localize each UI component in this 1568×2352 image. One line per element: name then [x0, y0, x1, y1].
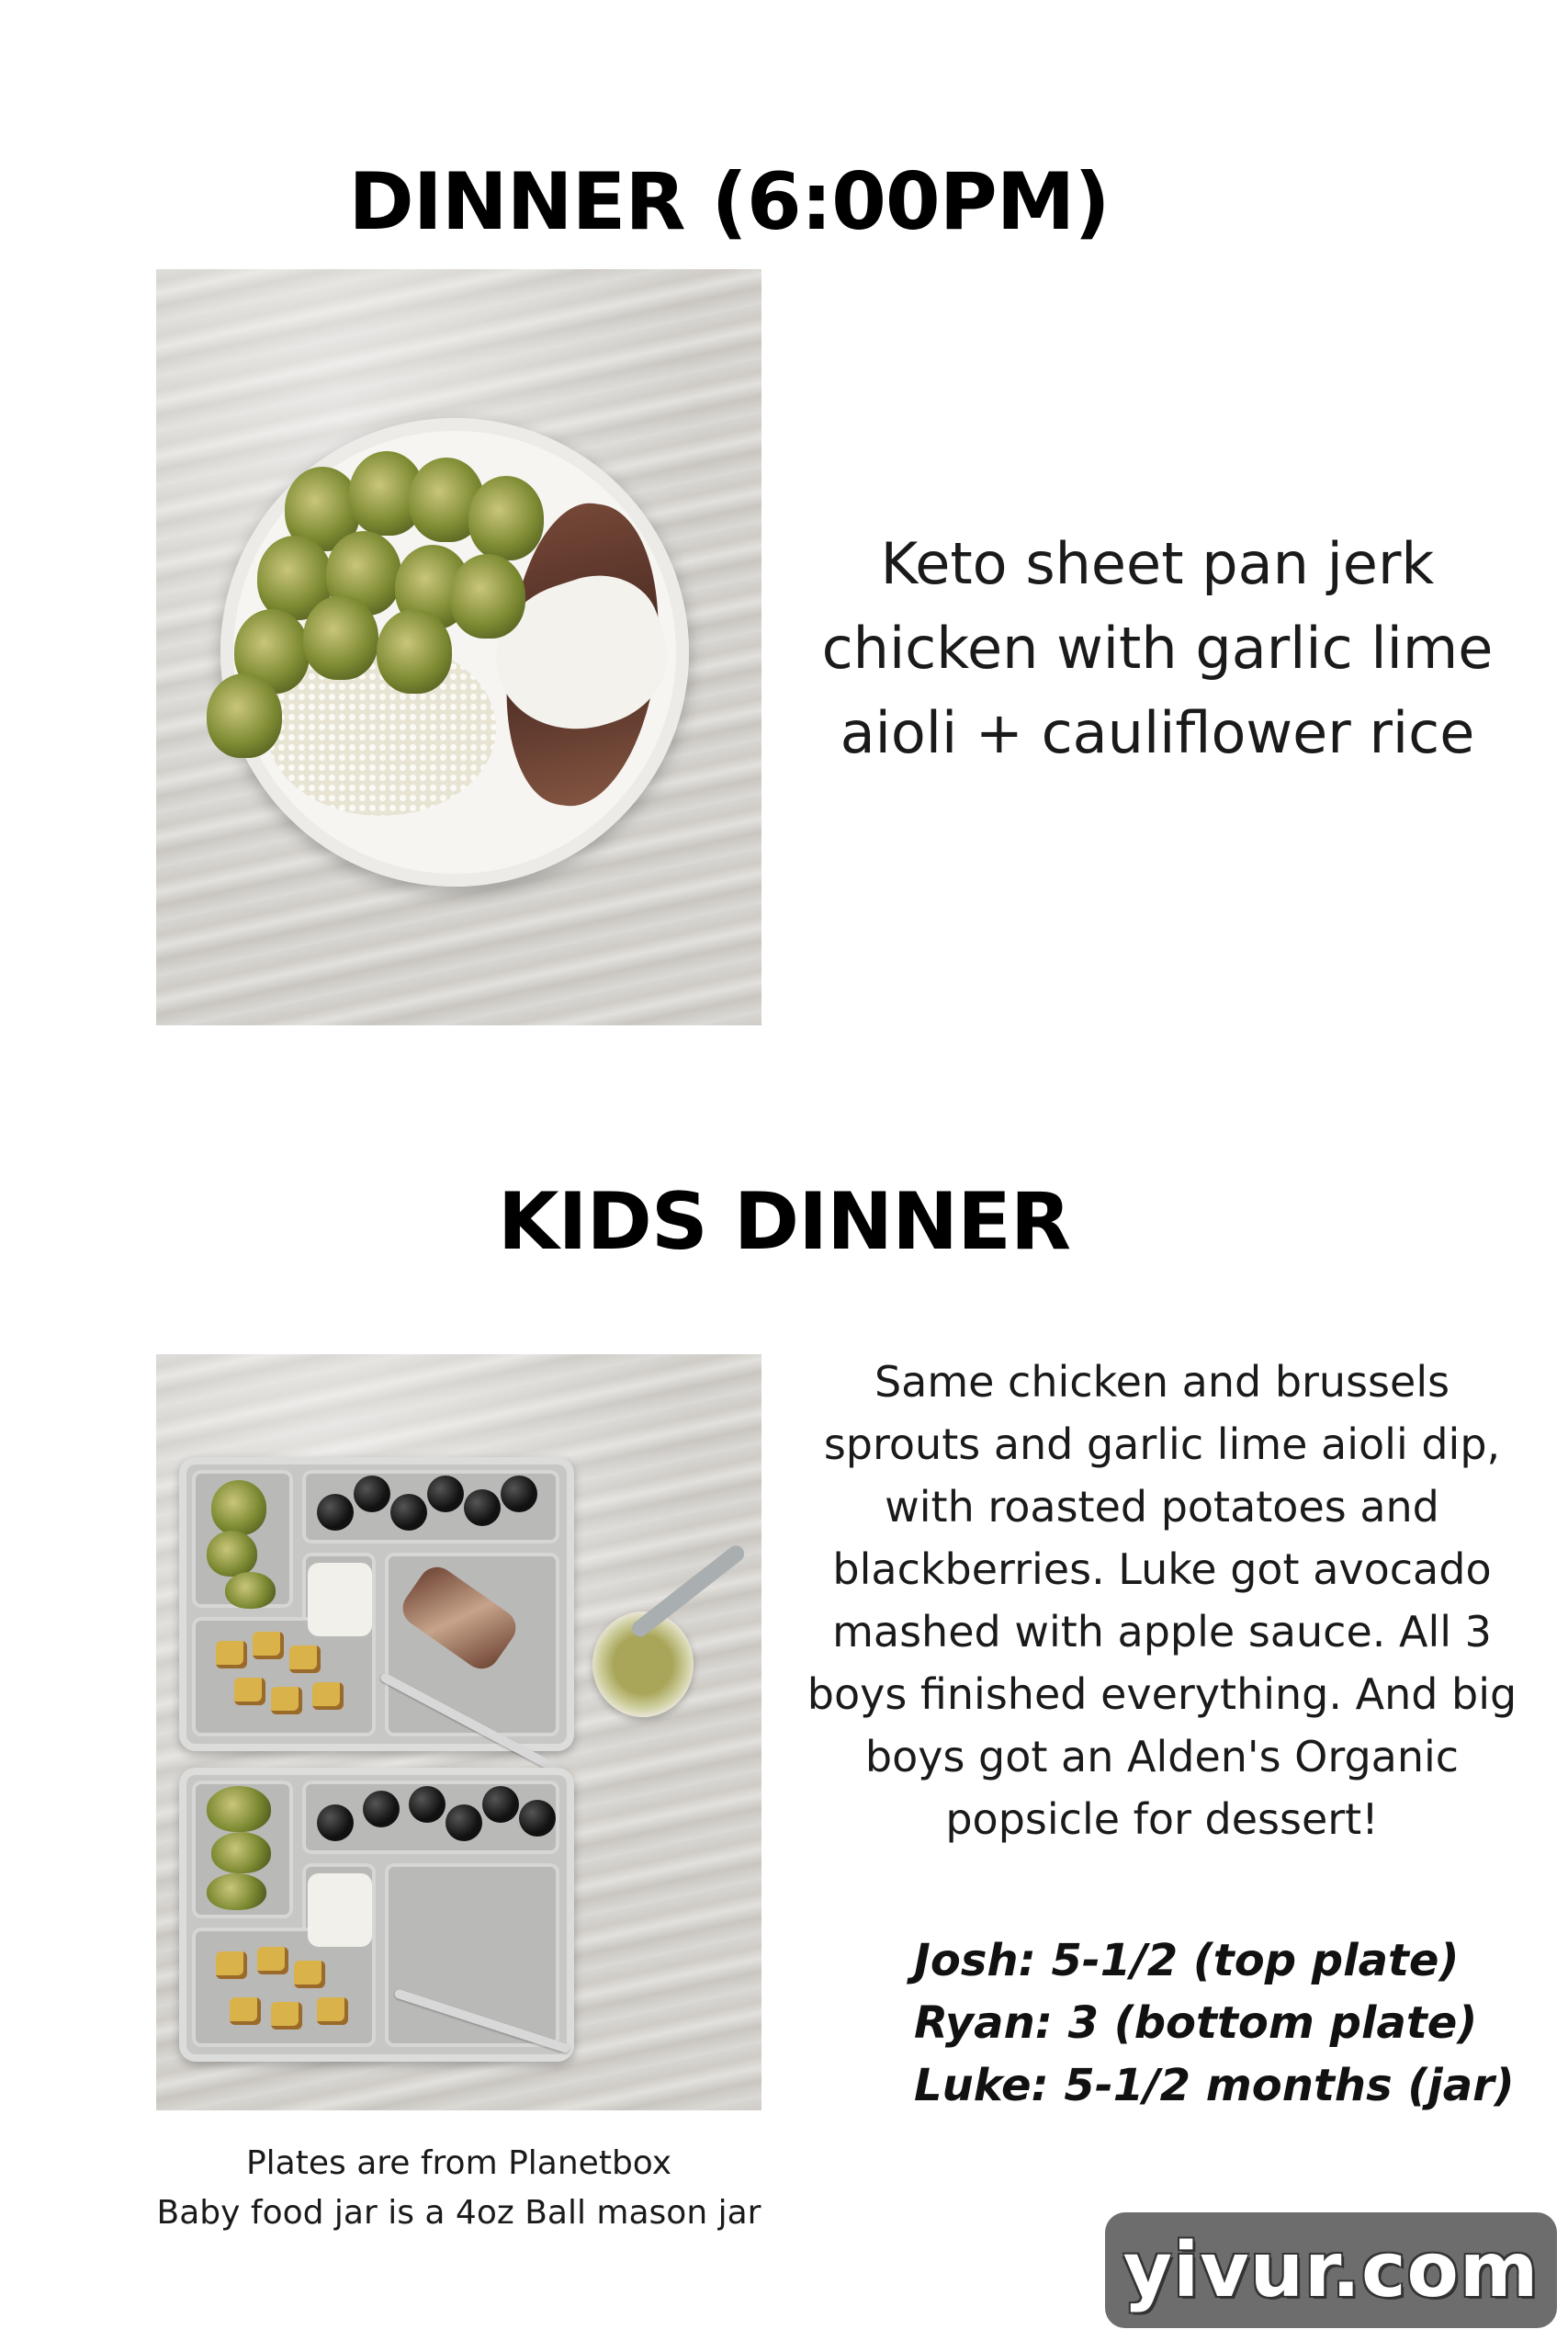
dinner-description-line: aioli + cauliflower rice [840, 699, 1475, 766]
kids-description-line: popsicle for dessert! [945, 1794, 1379, 1844]
roasted-potato [216, 1641, 247, 1668]
roasted-potato [230, 1997, 261, 2025]
kids-description-line: boys got an Alden's Organic [864, 1732, 1460, 1781]
aioli-dip [308, 1873, 372, 1947]
brussels-sprout [450, 554, 525, 639]
dinner-description-line: chicken with garlic lime [821, 615, 1494, 682]
roasted-potato [312, 1682, 344, 1710]
brussels-sprout [377, 609, 452, 694]
brussels-sprout [303, 595, 378, 680]
dinner-heading: DINNER (6:00PM) [348, 156, 1110, 248]
brussels-sprout [207, 1786, 271, 1832]
kids-description-line: Same chicken and brussels [874, 1357, 1450, 1407]
kids-description-line: boys finished everything. And big [807, 1669, 1517, 1719]
blackberry [363, 1791, 400, 1827]
aioli-dip [308, 1563, 372, 1636]
dinner-photo [156, 269, 761, 1025]
kids-ages [914, 1929, 1515, 2117]
caption-line: Baby food jar is a 4oz Ball mason jar [156, 2194, 761, 2232]
roasted-potato [257, 1947, 288, 1974]
photo-caption [156, 2139, 761, 2238]
brussels-sprout [207, 673, 282, 758]
brussels-sprout [211, 1832, 271, 1873]
dinner-description-line: Keto sheet pan jerk [880, 530, 1435, 597]
roasted-potato [271, 2002, 302, 2030]
kids-dinner-photo [156, 1354, 761, 2110]
kids-description-line: with roasted potatoes and [885, 1482, 1439, 1532]
kids-description-line: mashed with apple sauce. All 3 [832, 1607, 1492, 1657]
top-plate [179, 1457, 574, 1751]
blackberry [409, 1786, 446, 1823]
roasted-potato [234, 1678, 265, 1705]
blackberry [501, 1476, 537, 1512]
roasted-potato [317, 1997, 348, 2025]
brussels-sprout [207, 1873, 266, 1910]
brussels-sprout [225, 1572, 276, 1609]
watermark-text: yivur.com [1122, 2226, 1540, 2314]
roasted-potato [294, 1961, 325, 1988]
blackberry [317, 1804, 354, 1841]
kids-description-line: sprouts and garlic lime aioli dip, [823, 1419, 1501, 1469]
blackberry [519, 1800, 556, 1837]
roasted-potato [271, 1687, 302, 1714]
age-line-josh: Josh: 5-1/2 (top plate) [914, 1935, 1460, 1986]
blackberry [464, 1489, 501, 1526]
kids-description-line: blackberries. Luke got avocado [832, 1544, 1492, 1594]
roasted-potato [216, 1951, 247, 1979]
blackberry [354, 1476, 390, 1512]
bottom-plate [179, 1768, 574, 2062]
blackberry [446, 1804, 482, 1841]
age-line-luke: Luke: 5-1/2 months (jar) [914, 2060, 1515, 2111]
kids-dinner-description [799, 1351, 1525, 1850]
roasted-potato [253, 1632, 284, 1659]
blackberry [427, 1476, 464, 1512]
blackberry [390, 1494, 427, 1531]
brussels-sprout [207, 1531, 257, 1577]
blackberry [482, 1786, 519, 1823]
watermark [1105, 2212, 1557, 2328]
brussels-sprout [211, 1480, 266, 1535]
roasted-potato [289, 1645, 321, 1673]
brussels-sprout [468, 476, 544, 560]
age-line-ryan: Ryan: 3 (bottom plate) [914, 1997, 1478, 2049]
kids-dinner-heading: KIDS DINNER [497, 1176, 1071, 1268]
dinner-description [799, 522, 1516, 775]
baby-spoon [628, 1543, 747, 1641]
caption-line: Plates are from Planetbox [245, 2144, 672, 2182]
blackberry [317, 1494, 354, 1531]
